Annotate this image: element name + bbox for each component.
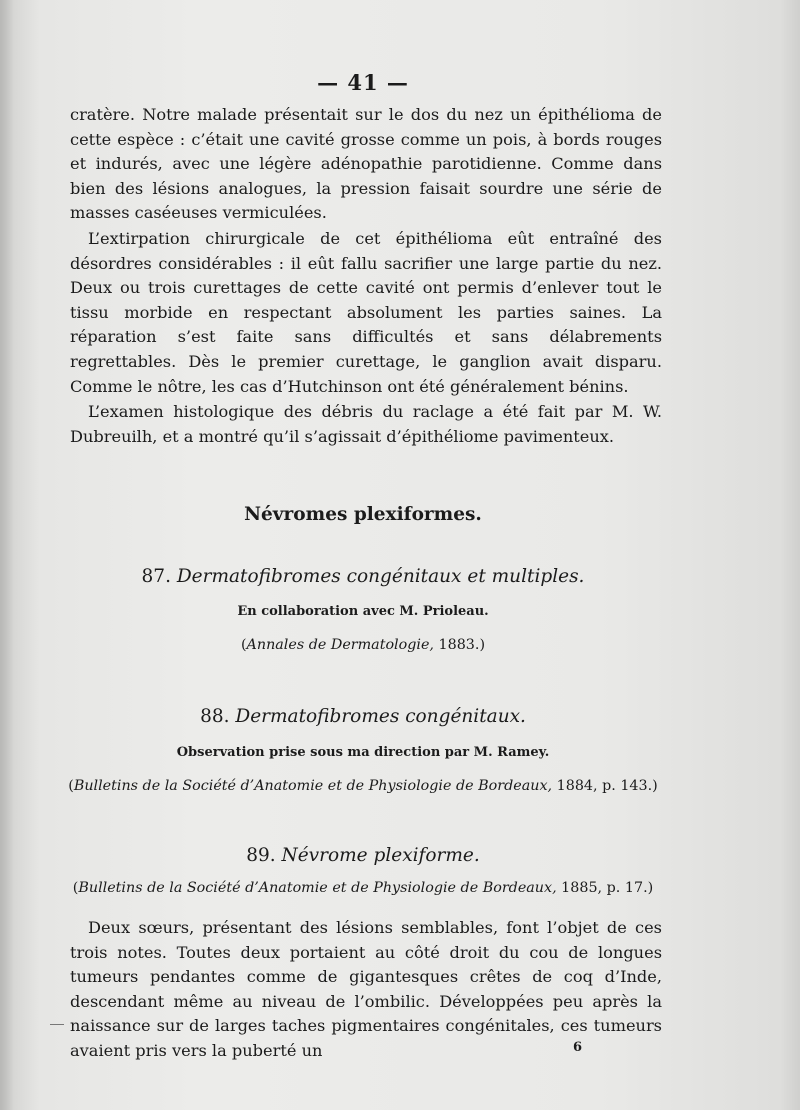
entry-88-journal: Bulletins de la Société d’Anatomie et de Physiologie de Bordeaux, [73, 778, 553, 794]
paragraph-histology: L’examen histologique des débris du raclage a été fait par M. W. Dubreuilh, et a montré qu’il s’agissait d’épithéliome pavimenteux. [70, 402, 662, 446]
signature-mark: 6 [573, 1040, 583, 1055]
entry-87-journal: Annales de Dermatologie, [246, 637, 434, 653]
entry-87-collaboration: En collaboration avec M. Prioleau. [237, 604, 489, 619]
page-number: — 41 — [317, 70, 409, 95]
entry-87-name: Dermatofibromes congénitaux et multiples. [176, 566, 585, 587]
paragraph-crater: cratère. Notre malade présentait sur le dos du nez un épithélioma de cette espèce : c’était une cavité grosse comme un pois, à bords rouges et indurés, avec une légère adénopathie parotidienne. Comme dans bien des lésions analogues, la pression faisait sourdre une série de masses caséeuses vermiculées. [70, 105, 662, 223]
entry-88-number: 88. [200, 706, 230, 727]
entry-87-number: 87. [141, 566, 171, 587]
margin-mark [50, 1024, 64, 1025]
entry-89-journal: Bulletins de la Société d’Anatomie et de Physiologie de Bordeaux, [78, 880, 557, 896]
entry-87-source: (Annales de Dermatologie, 1883.) [240, 637, 486, 653]
paragraph-extirpation: L’extirpation chirurgicale de cet épithélioma eût entraîné des désordres considérables : il eût fallu sacrifier une large partie du nez. Deux ou trois curettages de cette cavité ont permis d’enlever tout le tissu morbide en respectant absolument les parties saines. La réparation s’est faite sans difficultés et sans délabrements regrettables. Dès le premier curettage, le ganglion avait disparu. Comme le nôtre, les cas d’Hutchinson ont été généralement bénins. [70, 229, 662, 396]
entry-88-source: (Bulletins de la Société d’Anatomie et de Physiologie de Bordeaux, 1884, p. 143.) [68, 778, 658, 794]
paragraph-two-sisters: Deux sœurs, présentant des lésions semblables, font l’objet de ces trois notes. Toutes deux portaient au côté droit du cou de longues tumeurs pendantes comme de gigantesques crêtes de coq d’Inde, descendant même au niveau de l’ombilic. Développées peu après la naissance sur de larges taches pigmentaires congénitales, ces tumeurs avaient pris vers la puberté un [70, 918, 662, 1060]
entry-89-number: 89. [246, 845, 276, 866]
entry-89-source: (Bulletins de la Société d’Anatomie et de Physiologie de Bordeaux, 1885, p. 17.) [72, 880, 654, 896]
entry-89-title [0, 845, 726, 866]
entry-89-name: Névrome plexiforme. [281, 845, 480, 866]
entry-88-title [0, 706, 726, 727]
entry-88-observation: Observation prise sous ma direction par M. Ramey. [176, 745, 550, 760]
entry-88-name: Dermatofibromes congénitaux. [235, 706, 526, 727]
entry-87-title [0, 566, 726, 587]
section-title: Névromes plexiformes. [244, 504, 482, 525]
page-shadow [0, 0, 14, 1110]
